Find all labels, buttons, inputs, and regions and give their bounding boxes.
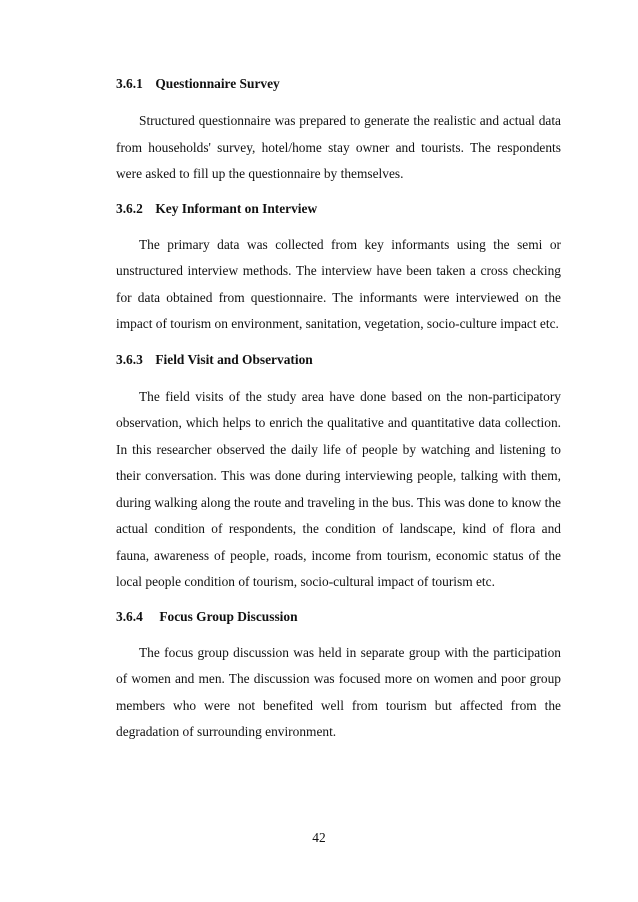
section-title: Focus Group Discussion [159, 608, 298, 624]
section-paragraph-3-6-4: The focus group discussion was held in separate group with the participation of women and men. The discussion was focused more on women and poor group members who were not benefited well from tourism but affected from the degradation of surrounding environment. [116, 644, 561, 739]
section-paragraph-3-6-3: The field visits of the study area have done based on the non-participatory observation, which helps to enrich the qualitative and quantitative data collection. In this researcher observed the daily life of people by watching and listening to their conversation. This was done during interviewing people, talking with them, during walking along the route and traveling in the bus. This was done to know the actual condition of respondents, the condition of landscape, kind of flora and fauna, awareness of people, roads, income from tourism, economic status of the local people condition of tourism, socio-cultural impact of tourism etc. [116, 388, 561, 589]
section-paragraph-3-6-1: Structured questionnaire was prepared to generate the realistic and actual data from households' survey, hotel/home stay owner and tourists. The respondents were asked to fill up the questionnaire by themselves. [116, 113, 561, 181]
section-paragraph-3-6-2: The primary data was collected from key informants using the semi or unstructured interview methods. The interview have been taken a cross checking for data obtained from questionnaire. The informants were interviewed on the impact of tourism on environment, sanitation, vegetation, socio-culture impact etc. [116, 236, 561, 331]
section-number: 3.6.1 [116, 76, 143, 91]
section-heading-3-6-4 [116, 607, 561, 627]
section-heading-3-6-3 [116, 350, 561, 370]
section-number: 3.6.4 [116, 608, 143, 624]
section-title: Questionnaire Survey [155, 76, 280, 91]
section-number: 3.6.2 [116, 200, 143, 216]
section-title: Key Informant on Interview [155, 200, 318, 216]
document-page [116, 68, 561, 746]
page-number: 42 [312, 830, 326, 845]
section-number: 3.6.3 [116, 351, 143, 367]
section-title: Field Visit and Observation [155, 351, 313, 367]
section-heading-3-6-2 [116, 199, 561, 219]
section-heading-3-6-1 [116, 74, 561, 94]
